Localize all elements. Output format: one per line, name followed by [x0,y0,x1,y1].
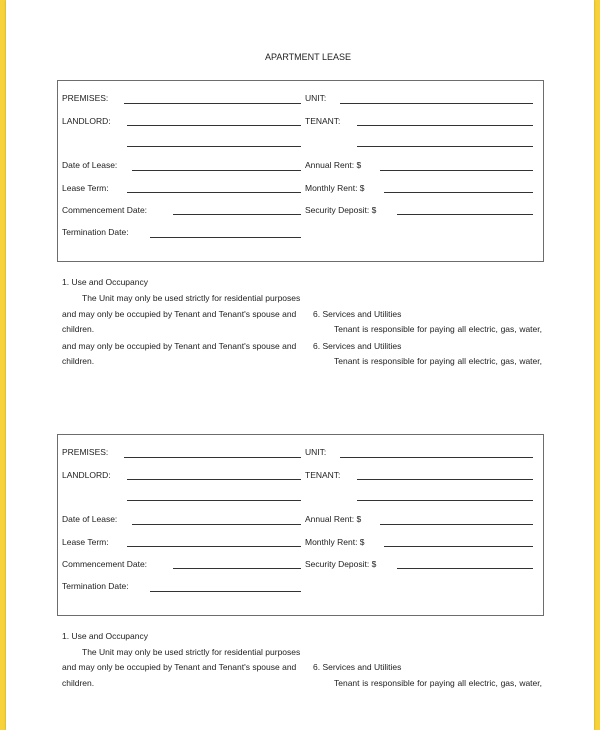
lease-term-field-2[interactable] [127,546,301,547]
landlord-label: LANDLORD: [62,116,111,126]
date-of-lease-label: Date of Lease: [62,160,118,170]
section1-heading-2: 1. Use and Occupancy [62,631,148,641]
lease-term-label-2: Lease Term: [62,537,109,547]
commencement-date-field[interactable] [173,214,301,215]
landlord-field[interactable] [127,125,301,126]
unit-label-2: UNIT: [305,447,327,457]
annual-rent-label: Annual Rent: $ [305,160,362,170]
termination-date-field[interactable] [150,237,301,238]
document-title: APARTMENT LEASE [265,52,352,62]
monthly-rent-label: Monthly Rent: $ [305,183,365,193]
section1-line3-repeat: children. [62,356,95,366]
annual-rent-field-2[interactable] [380,524,533,525]
landlord-field-b[interactable] [127,479,301,480]
section1-heading: 1. Use and Occupancy [62,277,148,287]
date-of-lease-label-2: Date of Lease: [62,514,118,524]
section6-heading: 6. Services and Utilities [313,309,402,319]
annual-rent-label-2: Annual Rent: $ [305,514,362,524]
section6-line1: Tenant is responsible for paying all electric, gas, water, [334,324,542,334]
section1-line2-repeat: and may only be occupied by Tenant and Tenant's spouse and [62,341,297,351]
tenant-field-b[interactable] [357,479,533,480]
tenant-label: TENANT: [305,116,341,126]
section6-heading-2: 6. Services and Utilities [313,662,402,672]
unit-field-2[interactable] [340,457,533,458]
section1-line1: The Unit may only be used strictly for residential purposes [82,293,301,303]
security-deposit-field[interactable] [397,214,533,215]
unit-field[interactable] [340,103,533,104]
section6-heading-repeat: 6. Services and Utilities [313,341,402,351]
section1-line3-2: children. [62,678,95,688]
termination-date-field-2[interactable] [150,591,301,592]
commencement-date-label: Commencement Date: [62,205,148,215]
security-deposit-label-2: Security Deposit: $ [305,559,377,569]
premises-field[interactable] [124,103,301,104]
premises-label: PREMISES: [62,93,109,103]
monthly-rent-label-2: Monthly Rent: $ [305,537,365,547]
commencement-date-label-2: Commencement Date: [62,559,148,569]
tenant-label-2: TENANT: [305,470,341,480]
unit-label: UNIT: [305,93,327,103]
tenant-field[interactable] [357,125,533,126]
monthly-rent-field-2[interactable] [384,546,533,547]
termination-date-label: Termination Date: [62,227,129,237]
landlord-field-2[interactable] [127,146,301,147]
section1-line2: and may only be occupied by Tenant and Tenant's spouse and [62,309,297,319]
section1-line2-2: and may only be occupied by Tenant and Tenant's spouse and [62,662,297,672]
document-page [6,0,594,730]
section6-line1-repeat: Tenant is responsible for paying all electric, gas, water, [334,356,542,366]
termination-date-label-2: Termination Date: [62,581,129,591]
section1-line1-2: The Unit may only be used strictly for residential purposes [82,647,301,657]
premises-label-2: PREMISES: [62,447,109,457]
section1-line3: children. [62,324,95,334]
landlord-field-b2[interactable] [127,500,301,501]
date-of-lease-field-2[interactable] [132,524,301,525]
monthly-rent-field[interactable] [384,192,533,193]
lease-term-field[interactable] [127,192,301,193]
landlord-label-2: LANDLORD: [62,470,111,480]
tenant-field-b2[interactable] [357,500,533,501]
annual-rent-field[interactable] [380,170,533,171]
security-deposit-label: Security Deposit: $ [305,205,377,215]
lease-term-label: Lease Term: [62,183,109,193]
lease-info-form-2 [57,434,544,616]
section6-line1-2: Tenant is responsible for paying all electric, gas, water, [334,678,542,688]
date-of-lease-field[interactable] [132,170,301,171]
tenant-field-2[interactable] [357,146,533,147]
security-deposit-field-2[interactable] [397,568,533,569]
commencement-date-field-2[interactable] [173,568,301,569]
lease-info-form [57,80,544,262]
premises-field-2[interactable] [124,457,301,458]
